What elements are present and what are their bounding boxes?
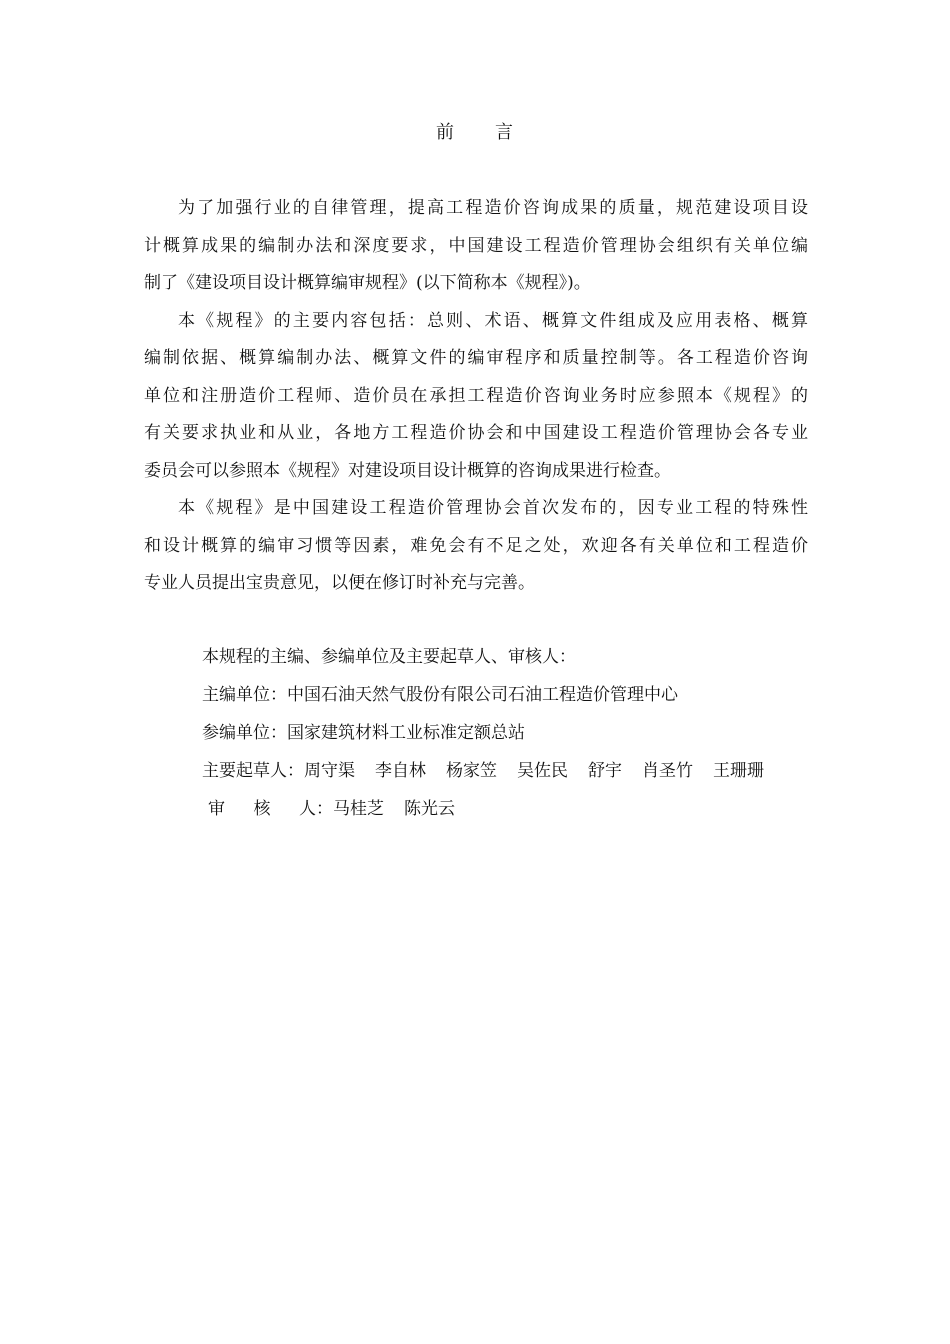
credits-section: [202, 638, 822, 828]
title-char-1: 前: [436, 122, 455, 143]
reviewers-names: [333, 799, 475, 819]
reviewer-name: 马桂芝: [333, 799, 384, 819]
paragraph-line: 委员会可以参照本《规程》对建设项目设计概算的咨询成果进行检查。: [144, 460, 671, 481]
paragraph-line: 专业人员提出宝贵意见，以便在修订时补充与完善。: [144, 573, 535, 593]
reviewer-name: 陈光云: [404, 799, 455, 819]
drafter-name: 舒宇: [588, 761, 622, 781]
drafter-name: 肖圣竹: [642, 761, 693, 781]
drafters-label: 主要起草人：: [202, 761, 304, 781]
paragraph-1: [144, 190, 808, 303]
reviewers-colon: ：: [316, 799, 333, 819]
paragraph-line: 本《规程》是中国建设工程造价管理协会首次发布的，因专业工程的特殊性: [178, 498, 808, 518]
co-editor-unit: 参编单位：国家建筑材料工业标准定额总站: [202, 723, 525, 743]
reviewers-label: 审 核 人: [208, 799, 316, 819]
preface-body: [144, 190, 808, 603]
drafter-name: 王珊珊: [713, 761, 764, 781]
drafters-row: [202, 752, 822, 790]
paragraph-3: [144, 490, 808, 603]
drafter-name: 吴佐民: [517, 761, 568, 781]
chief-editor-unit: 主编单位：中国石油天然气股份有限公司石油工程造价管理中心: [202, 685, 678, 705]
paragraph-line: 有关要求执业和从业，各地方工程造价协会和中国建设工程造价管理协会各专业: [144, 423, 808, 443]
drafter-name: 周守渠: [304, 761, 355, 781]
drafters-names: [304, 761, 764, 781]
paragraph-line: 单位和注册造价工程师、造价员在承担工程造价咨询业务时应参照本《规程》的: [144, 385, 808, 406]
paragraph-line: 本《规程》的主要内容包括：总则、术语、概算文件组成及应用表格、概算: [178, 310, 808, 331]
paragraph-line: 为了加强行业的自律管理，提高工程造价咨询成果的质量，规范建设项目设: [178, 198, 808, 218]
reviewers-row: [202, 790, 822, 828]
paragraph-2: [144, 303, 808, 491]
paragraph-line: 计概算成果的编制办法和深度要求，中国建设工程造价管理协会组织有关单位编: [144, 235, 808, 256]
title-char-2: 言: [495, 122, 514, 143]
drafter-name: 李自林: [375, 761, 426, 781]
paragraph-line: 编制依据、概算编制办法、概算文件的编审程序和质量控制等。各工程造价咨询: [144, 348, 808, 368]
credits-intro: 本规程的主编、参编单位及主要起草人、审核人：: [202, 647, 576, 667]
page-title: [0, 120, 950, 146]
paragraph-line: 和设计概算的编审习惯等因素，难免会有不足之处，欢迎各有关单位和工程造价: [144, 535, 808, 556]
drafter-name: 杨家笠: [446, 761, 497, 781]
paragraph-line: 制了《建设项目设计概算编审规程》(以下简称本《规程》)。: [144, 273, 591, 293]
